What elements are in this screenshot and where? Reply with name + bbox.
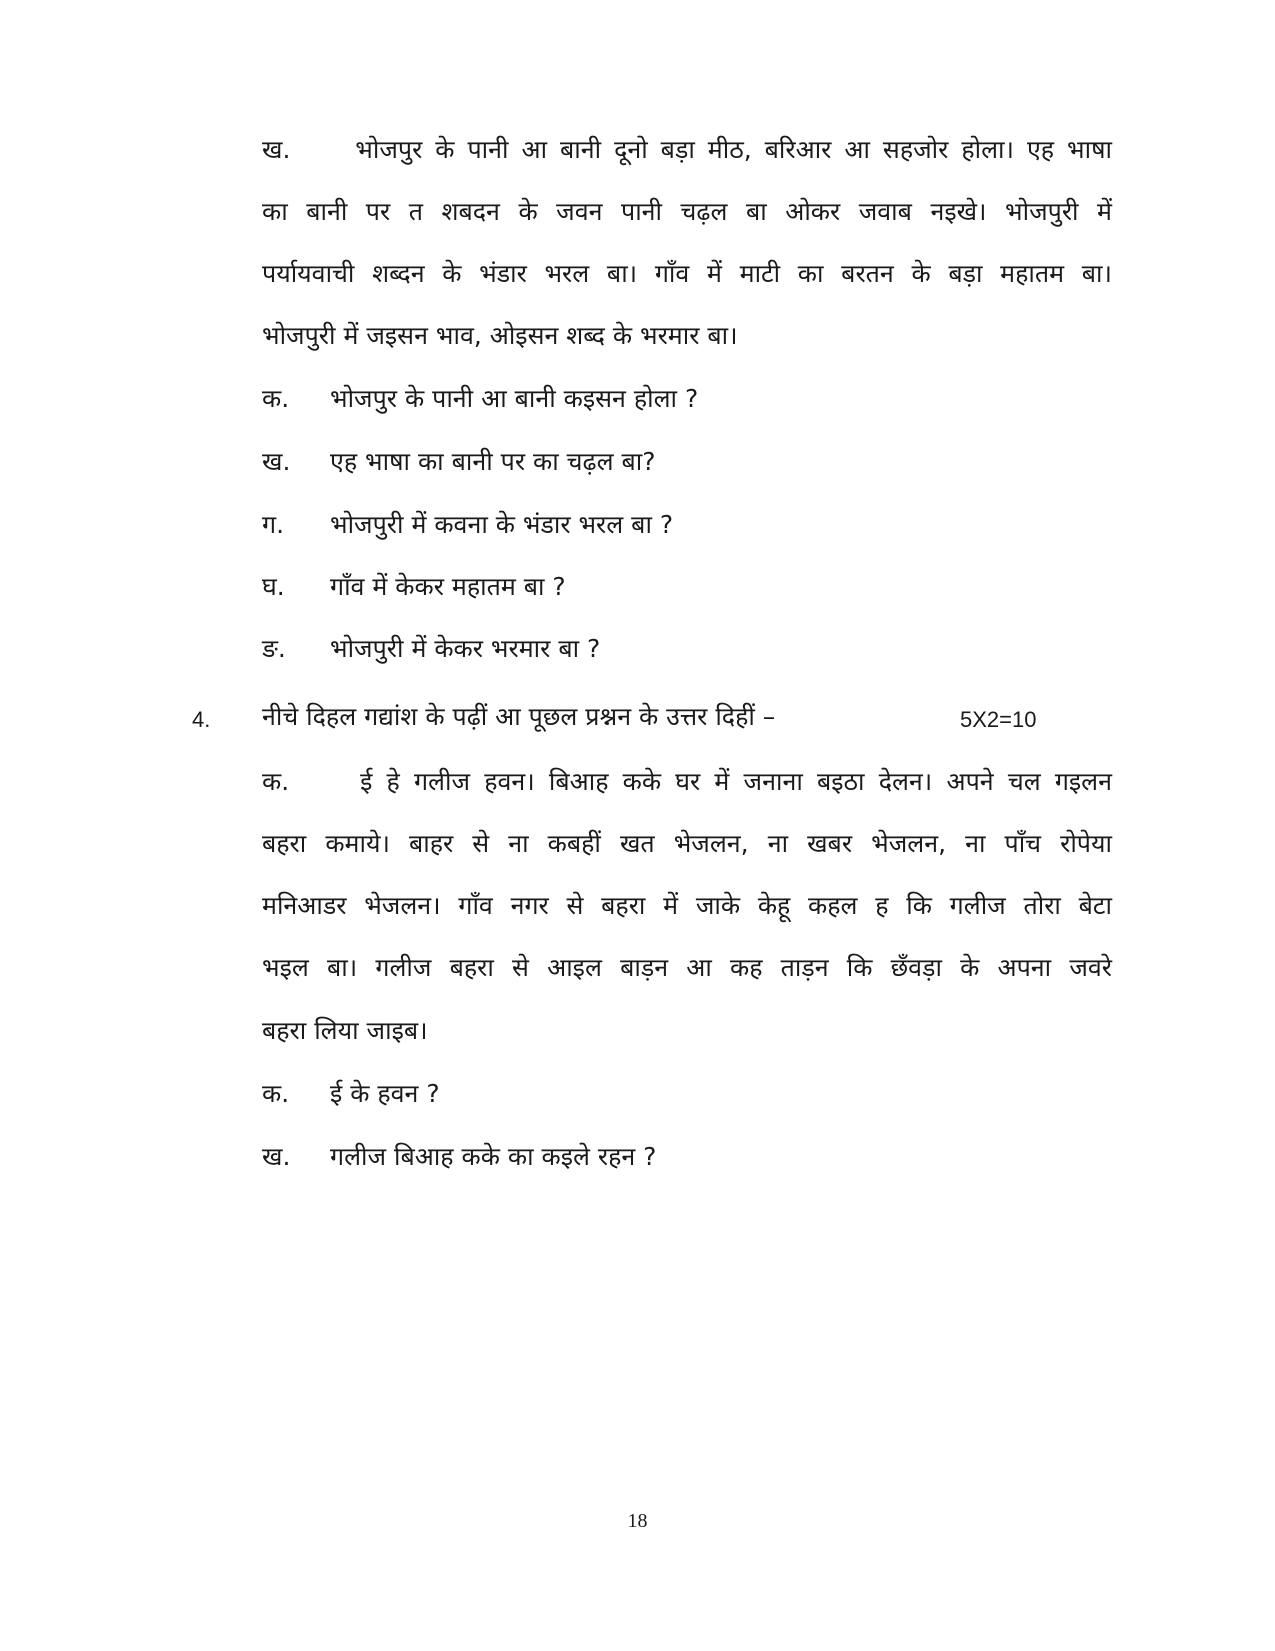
passage-kha-line-2: का बानी पर त शबदन के जवन पानी चढ़ल बा ओकर जवाब नइखे। भोजपुरी में [262,197,1112,226]
passage-kha-line-1: ख. भोजपुर के पानी आ बानी दूनो बड़ा मीठ, बरिआर आ सहजोर होला। एह भाषा [262,135,1112,164]
question-4-instruction: नीचे दिहल गद्यांश के पढ़ीं आ पूछल प्रश्नन के उत्तर दिहीं – [262,702,776,731]
question-label: क. [262,384,290,413]
passage-q4-line-5: बहरा लिया जाइब। [262,1016,428,1045]
question-4-number: 4. [192,707,211,732]
question-4-marks: 5X2=10 [960,707,1037,732]
question-text: भोजपुर के पानी आ बानी कइसन होला ? [330,384,699,413]
passage-q4-line-2: बहरा कमाये। बाहर से ना कबहीं खत भेजलन, ना खबर भेजलन, ना पाँच रोपेया [262,829,1112,858]
question-label: घ. [262,572,285,601]
page-number: 18 [627,1510,648,1532]
question-text: गाँव में केकर महातम बा ? [330,572,566,601]
question-label: ङ. [262,634,286,663]
question-text: एह भाषा का बानी पर का चढ़ल बा? [330,447,656,476]
question-label: ग. [262,510,285,539]
passage-q4-line-3: मनिआडर भेजलन। गाँव नगर से बहरा में जाके केहू कहल ह कि गलीज तोरा बेटा [262,891,1112,920]
passage-q4-line-4: भइल बा। गलीज बहरा से आइल बाड़न आ कह ताड़न कि छँवड़ा के अपना जवरे [262,953,1112,982]
question-label: ख. [262,447,291,476]
passage-kha-line-4: भोजपुरी में जइसन भाव, ओइसन शब्द के भरमार बा। [262,321,738,350]
question-label: ख. [262,1142,291,1171]
passage-kha-line-3: पर्यायवाची शब्दन के भंडार भरल बा। गाँव में माटी का बरतन के बड़ा महातम बा। [262,259,1112,288]
passage-q4-line-1: क. ई हे गलीज हवन। बिआह कके घर में जनाना बइठा देलन। अपने चल गइलन [262,767,1112,796]
question-text: भोजपुरी में केकर भरमार बा ? [330,634,601,663]
question-text: ई के हवन ? [330,1079,440,1108]
question-text: गलीज बिआह कके का कइले रहन ? [330,1142,657,1171]
question-label: क. [262,1079,290,1108]
passage-q4-label: क. [262,767,290,796]
question-text: भोजपुरी में कवना के भंडार भरल बा ? [330,510,674,539]
passage-kha-label: ख. [262,135,291,164]
